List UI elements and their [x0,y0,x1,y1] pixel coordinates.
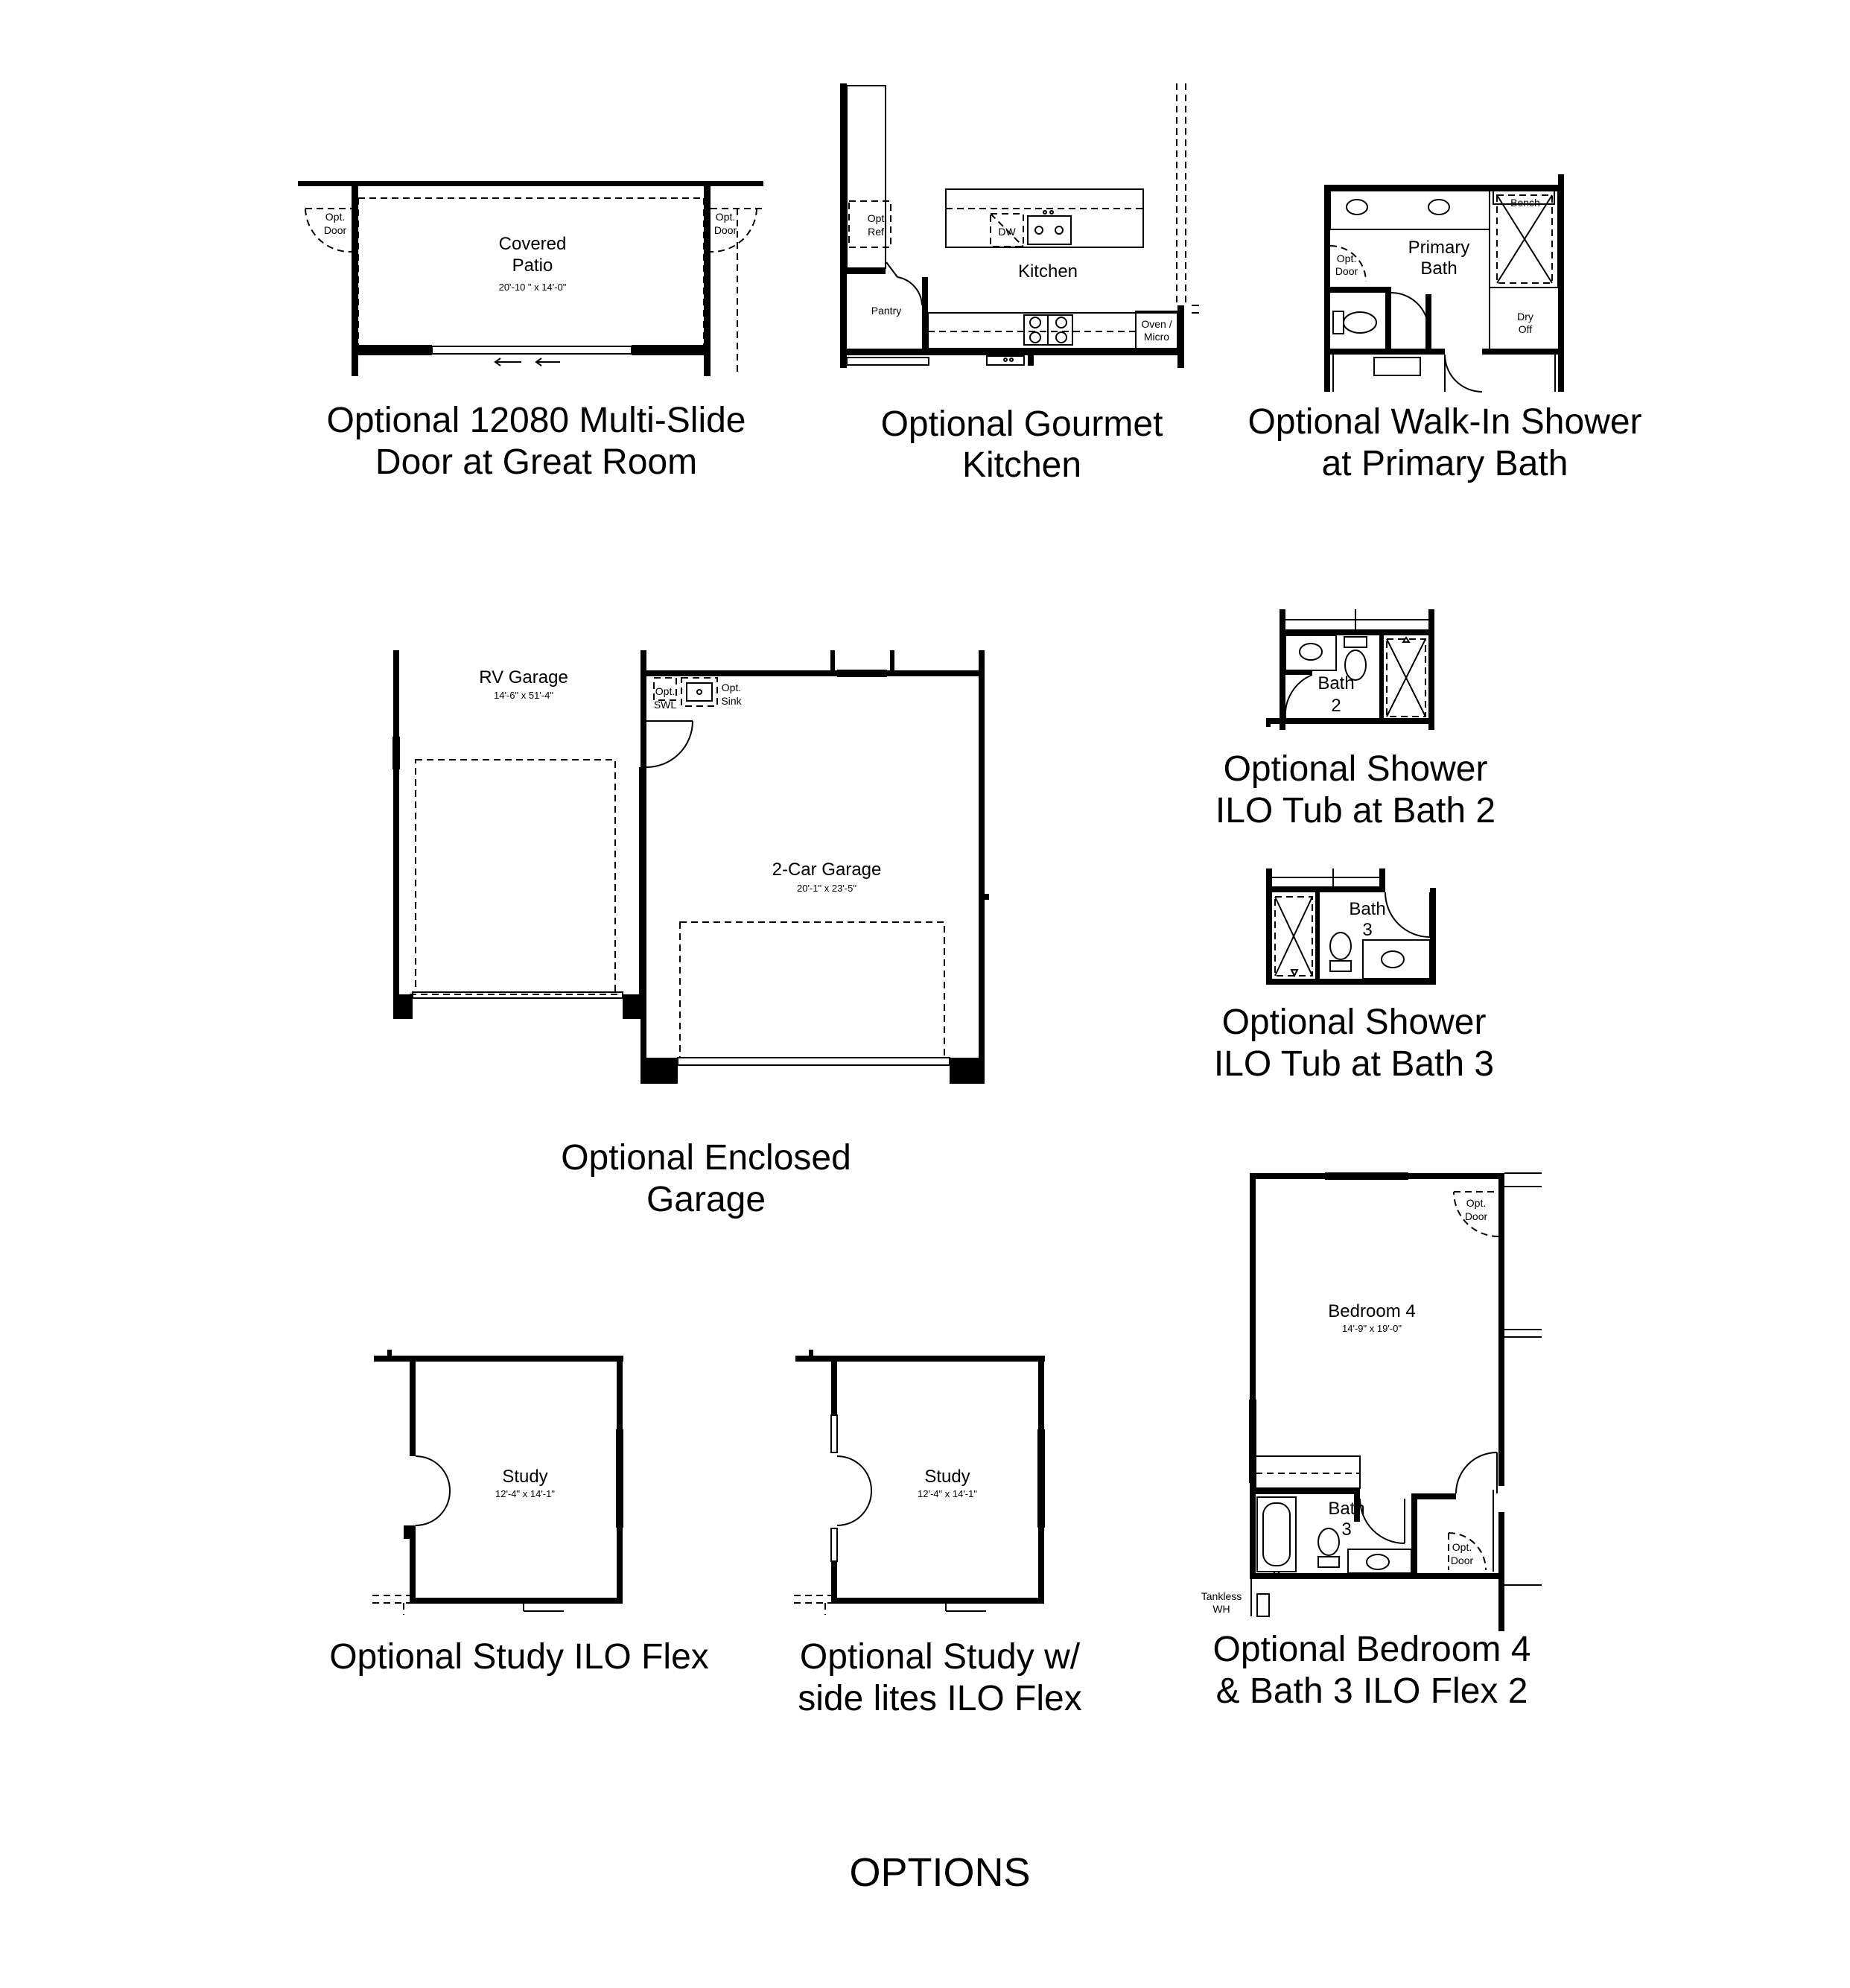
bench-label: Bench [1510,197,1540,209]
bath3-label-1: Bath [1349,899,1386,919]
study-lites-double-door [837,1456,871,1525]
study-lites-walls [794,1350,1045,1615]
primary-vanity [1330,191,1490,229]
patio-door-left-label-1: Opt. [325,211,346,223]
kitchen-cooktop [1024,315,1072,345]
bedroom4-opt-door-top-label-1: Opt. [1466,1197,1487,1209]
pantry-label: Pantry [871,305,902,317]
bath2-caption-line-2: ILO Tub at Bath 2 [1215,791,1496,831]
two-car-garage-label: 2-Car Garage [772,860,882,880]
opt-swl-label-2: SWL [653,699,677,711]
option-study-ilo-flex [329,1350,709,1677]
two-car-garage-dimensions: 20'-1" x 23'-5" [797,883,856,894]
study-double-door [416,1456,450,1525]
bedroom4-opt-door-top-label-2: Door [1464,1210,1488,1222]
patio-caption-line-1: Optional 12080 Multi-Slide [326,401,746,440]
study-caption: Optional Study ILO Flex [329,1637,709,1677]
kitchen-island [946,189,1143,247]
bedroom4-opt-doors [1449,1192,1498,1570]
primary-door-label-2: Door [1335,265,1358,277]
slide-arrows [495,358,560,366]
dry-off-label-1: Dry [1517,311,1533,323]
bath2-fixtures [1285,635,1425,718]
bedroom4-caption-line-1: Optional Bedroom 4 [1212,1630,1531,1669]
patio-room-label: Covered [498,234,567,254]
bedroom4-opt-door-bottom-label-1: Opt. [1452,1541,1472,1553]
garage-caption-line-1: Optional Enclosed [561,1138,851,1178]
patio-door-left-label-2: Door [323,224,347,236]
primary-door-label-1: Opt. [1336,253,1357,264]
oven-micro-label-2: Micro [1143,331,1170,343]
option-shower-bath-3 [1214,868,1494,1084]
bath3-caption-line-2: ILO Tub at Bath 3 [1213,1044,1495,1084]
dishwasher-label: DW [998,226,1016,238]
bedroom4-bath-label-2: 3 [1341,1519,1352,1540]
bath2-label-1: Bath [1317,673,1355,693]
bath3-label-2: 3 [1362,920,1373,940]
study-room-label: Study [502,1467,548,1487]
study-lites-caption-line-1: Optional Study w/ [799,1637,1081,1677]
bath2-label-2: 2 [1331,696,1341,716]
study-lites-room-label: Study [924,1467,970,1487]
rv-garage-dimensions: 14'-6" x 51'-4" [494,690,553,701]
kitchen-caption-line-1: Optional Gourmet [880,404,1163,444]
option-shower-bath-2 [1215,609,1495,831]
tankless-wh-label-1: Tankless [1201,1590,1242,1602]
study-lites-caption-line-2: side lites ILO Flex [798,1679,1082,1718]
patio-caption-line-2: Door at Great Room [375,442,698,482]
patio-door-right-label-2: Door [713,224,737,236]
pantry-door [897,277,922,305]
bath2-caption-line-1: Optional Shower [1223,749,1488,789]
primary-toilet [1333,311,1376,334]
patio-walls [298,181,763,376]
study-lites-dimensions: 12'-4" x 14'-1" [918,1488,977,1499]
bedroom4-bath-label-1: Bath [1328,1499,1365,1519]
primary-linen [1374,358,1420,375]
garage-walls [393,650,989,1084]
option-enclosed-garage [393,650,989,1219]
option-bedroom-4-bath-3 [1201,1173,1542,1711]
primary-bath-label-1: Primary [1408,238,1470,258]
opt-sink-label-1: Opt. [721,682,742,693]
opt-sink-label-2: Sink [721,695,742,707]
bedroom4-opt-door-bottom-label-2: Door [1450,1554,1474,1566]
option-study-side-lites [794,1350,1082,1718]
bath3-caption-line-1: Optional Shower [1221,1003,1487,1042]
patio-room-label-2: Patio [512,255,553,276]
patio-dimensions: 20'-10 " x 14'-0" [498,282,567,293]
oven-micro-label-1: Oven / [1141,318,1172,330]
patio-door-right-label-1: Opt. [715,211,736,223]
option-walk-in-shower [1247,174,1641,483]
option-multi-slide-door [298,181,763,482]
opt-ref-label-1: Opt. [867,212,888,224]
bedroom4-walls [1250,1173,1542,1631]
page-title: OPTIONS [849,1850,1031,1895]
primary-bath-caption-line-1: Optional Walk-In Shower [1247,402,1642,442]
garage-parking-outlines [416,760,944,1058]
rv-garage-label: RV Garage [479,667,568,687]
study-dimensions: 12'-4" x 14'-1" [495,1488,555,1499]
dry-off-label-2: Off [1518,323,1533,335]
study-walls [372,1350,623,1615]
bedroom4-room-label: Bedroom 4 [1328,1301,1416,1321]
option-gourmet-kitchen [840,83,1199,485]
bedroom4-caption-line-2: & Bath 3 ILO Flex 2 [1215,1671,1528,1711]
opt-ref-label-2: Ref. [868,226,887,238]
bedroom4-dimensions: 14'-9" x 19'-0" [1342,1323,1402,1334]
garage-caption-line-2: Garage [646,1180,766,1219]
tankless-wh-label-2: WH [1212,1603,1230,1615]
kitchen-caption-line-2: Kitchen [961,445,1082,485]
primary-bath-label-2: Bath [1420,258,1458,279]
kitchen-room-label: Kitchen [1017,261,1078,282]
primary-bath-caption-line-2: at Primary Bath [1321,444,1568,483]
opt-swl-label-1: Opt. [655,685,676,697]
